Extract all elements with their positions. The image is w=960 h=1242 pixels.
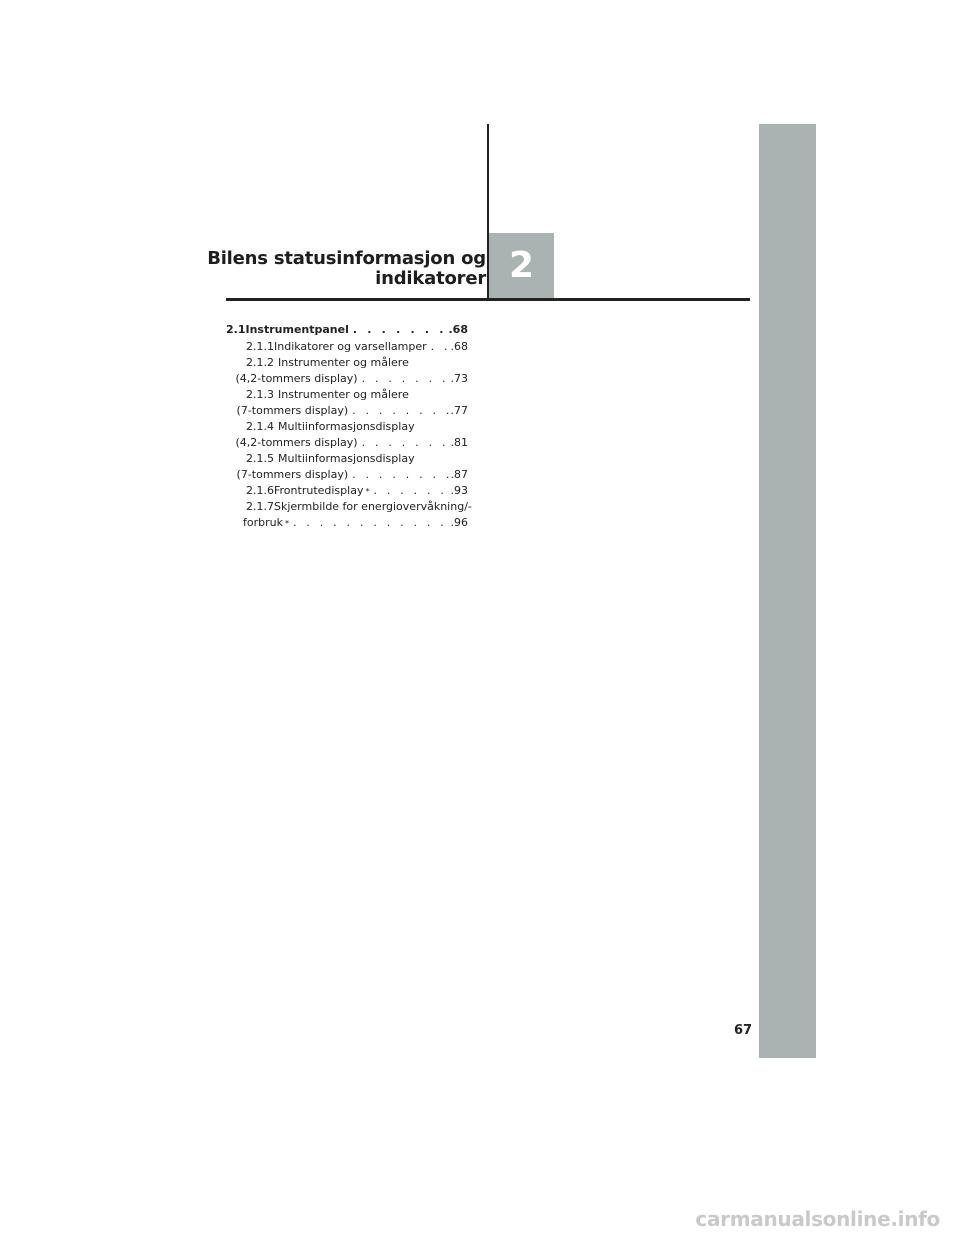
watermark: carmanualsonline.info <box>695 1207 940 1231</box>
toc-label: Skjermbilde for energiovervåkning/- <box>274 500 472 513</box>
toc-leader-dots <box>289 515 449 531</box>
toc-label: Instrumenter og målere <box>278 388 409 401</box>
toc-asterisk: * <box>365 487 370 496</box>
toc-asterisk: * <box>284 519 289 528</box>
toc-entry-main[interactable] <box>226 321 468 339</box>
toc-label-cont: (4,2-tommers display) <box>235 372 358 385</box>
header-horizontal-rule <box>226 298 750 301</box>
table-of-contents <box>226 321 472 531</box>
chapter-side-tab <box>759 124 816 1058</box>
chapter-title <box>207 249 486 289</box>
toc-leader-dots <box>369 483 448 499</box>
toc-page: .73 <box>450 372 468 385</box>
toc-leader-dots <box>348 467 448 483</box>
chapter-title-line2: indikatorer <box>375 268 486 289</box>
toc-leader-dots <box>358 371 449 387</box>
toc-entry[interactable] <box>226 499 472 531</box>
toc-label: Indikatorer og varsellamper <box>274 340 427 353</box>
toc-page: .93 <box>450 484 468 497</box>
toc-leader-dots <box>349 321 447 339</box>
toc-page: .81 <box>450 436 468 449</box>
toc-number: 2.1.5 <box>246 452 274 465</box>
toc-number: 2.1.1 <box>246 340 274 353</box>
toc-page: .77 <box>450 404 468 417</box>
toc-label: Frontrutedisplay <box>274 484 364 497</box>
chapter-number-box <box>489 233 554 298</box>
toc-label-cont: (7-tommers display) <box>236 468 349 481</box>
toc-label: Multiinformasjonsdisplay <box>278 420 415 433</box>
toc-page: .87 <box>450 468 468 481</box>
toc-leader-dots <box>427 339 449 355</box>
toc-number: 2.1.4 <box>246 420 274 433</box>
chapter-title-line1: Bilens statusinformasjon og <box>207 248 486 269</box>
toc-label: Instrumentpanel <box>245 323 349 336</box>
toc-page: .68 <box>450 340 468 353</box>
toc-entry[interactable] <box>226 387 468 419</box>
toc-label-cont: (7-tommers display) <box>236 404 349 417</box>
toc-page: .68 <box>448 323 468 336</box>
toc-entry[interactable] <box>226 451 468 483</box>
toc-page: .96 <box>450 516 468 529</box>
toc-entry[interactable] <box>226 355 468 387</box>
toc-number: 2.1.3 <box>246 388 274 401</box>
toc-number: 2.1.6 <box>246 484 274 497</box>
toc-entry[interactable] <box>226 419 468 451</box>
toc-leader-dots <box>348 403 448 419</box>
toc-label: Multiinformasjonsdisplay <box>278 452 415 465</box>
toc-leader-dots <box>358 435 449 451</box>
toc-label-cont: forbruk <box>243 516 283 529</box>
chapter-number: 2 <box>508 245 535 286</box>
toc-label: Instrumenter og målere <box>278 356 409 369</box>
toc-entry[interactable] <box>226 483 468 499</box>
toc-number: 2.1.7 <box>246 500 274 513</box>
toc-entry[interactable] <box>226 339 468 355</box>
toc-label-cont: (4,2-tommers display) <box>235 436 358 449</box>
page-number: 67 <box>734 1023 753 1038</box>
toc-number: 2.1.2 <box>246 356 274 369</box>
toc-number: 2.1 <box>226 323 246 336</box>
